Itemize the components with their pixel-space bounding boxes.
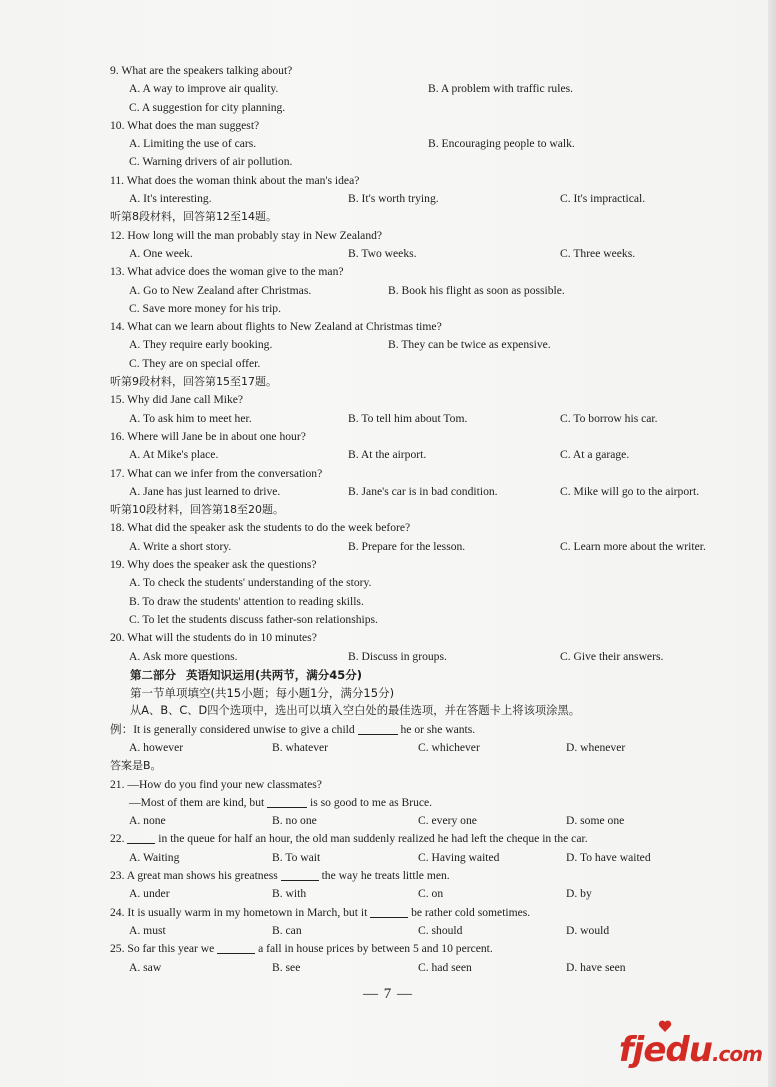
question-stem <box>110 940 735 958</box>
answer-option: B. Encouraging people to walk. <box>428 137 575 151</box>
question-text: —Most of them are kind, but <box>129 795 268 809</box>
answer-blank <box>267 794 307 808</box>
site-watermark <box>619 1030 762 1070</box>
question-stem <box>110 227 735 245</box>
answer-option: D. by <box>566 887 592 901</box>
answer-option: A. It's interesting. <box>129 192 212 206</box>
answer-option: D. some one <box>566 814 625 828</box>
option-row <box>110 410 735 428</box>
answer-option: A. Jane has just learned to drive. <box>129 484 281 498</box>
question-text: 22. <box>110 832 128 846</box>
answer-blank <box>127 830 155 844</box>
question-text: 23. A great man shows his greatness <box>110 869 281 883</box>
option-row <box>110 593 735 611</box>
option-row <box>110 190 735 208</box>
answer-option: B. Two weeks. <box>348 246 417 260</box>
listening-section-heading <box>110 501 735 519</box>
answer-option: B. To wait <box>272 850 321 864</box>
answer-option: B. It's worth trying. <box>348 192 439 206</box>
listening-section-heading <box>110 208 735 226</box>
answer-option: B. To draw the students' attention to reading skills. <box>129 594 364 608</box>
question-text: 11. What does the woman think about the man's idea? <box>110 173 360 187</box>
answer-option: D. would <box>566 923 610 937</box>
answer-option: B. no one <box>272 814 317 828</box>
question-text: 14. What can we learn about flights to New Zealand at Christmas time? <box>110 320 442 334</box>
question-text: 24. It is usually warm in my hometown in March, but it <box>110 905 371 919</box>
page-edge-shadow <box>768 0 776 1087</box>
answer-blank <box>281 867 319 881</box>
question-text: 9. What are the speakers talking about? <box>110 64 293 77</box>
option-row <box>110 153 735 171</box>
answer-option: A. Ask more questions. <box>129 649 238 663</box>
question-text: 10. What does the man suggest? <box>110 118 260 132</box>
part-label: 第二部分 <box>130 667 176 682</box>
answer-option: C. every one <box>418 814 477 828</box>
option-row <box>110 812 735 830</box>
question-stem <box>110 62 735 80</box>
answer-option: C. To borrow his car. <box>560 411 658 425</box>
option-row <box>110 959 735 977</box>
example-text-prefix: 例：It is generally considered unwise to give a child <box>110 722 358 736</box>
answer-blank <box>217 940 255 954</box>
section-one-heading <box>110 684 735 702</box>
option-row <box>110 922 735 940</box>
question-stem <box>110 117 735 135</box>
option-row <box>110 245 735 263</box>
question-stem <box>110 391 735 409</box>
answer-option: A. At Mike's place. <box>129 448 219 462</box>
answer-option: A. To check the students' understanding of the story. <box>129 576 372 590</box>
part-two-heading <box>110 666 735 684</box>
question-text: 12. How long will the man probably stay in New Zealand? <box>110 228 383 242</box>
question-stem <box>110 263 735 281</box>
question-text: 15. Why did Jane call Mike? <box>110 393 244 407</box>
question-text: 21. —How do you find your new classmates? <box>110 777 322 791</box>
question-text: 17. What can we infer from the conversation? <box>110 466 323 480</box>
instruction-text: 从A、B、C、D四个选项中，选出可以填入空白处的最佳选项，并在答题卡上将该项涂黑。 <box>130 704 581 718</box>
answer-option: C. Learn more about the writer. <box>560 539 706 553</box>
watermark-suffix: .com <box>711 1042 762 1066</box>
answer-blank <box>370 904 408 918</box>
answer-option: C. Having waited <box>418 850 500 864</box>
option-row <box>110 611 735 629</box>
question-stem <box>110 629 735 647</box>
answer-option: A. none <box>129 814 166 828</box>
answer-option: A. saw <box>129 960 162 974</box>
section-label: 第一节 <box>130 686 165 701</box>
answer-option: C. had seen <box>418 960 472 974</box>
answer-option: B. can <box>272 923 302 937</box>
section-heading-text: 听第8段材料，回答第12至14题。 <box>110 210 277 224</box>
question-text: be rather cold sometimes. <box>408 905 531 919</box>
question-text: 18. What did the speaker ask the students to do the week before? <box>110 521 411 535</box>
section-heading-text: 听第10段材料，回答第18至20题。 <box>110 503 284 517</box>
answer-option: A. Limiting the use of cars. <box>129 137 257 151</box>
question-stem <box>110 172 735 190</box>
option-row <box>110 355 735 373</box>
answer-option: A. Write a short story. <box>129 539 232 553</box>
answer-option: B. Prepare for the lesson. <box>348 539 466 553</box>
option-row <box>110 885 735 903</box>
option-row <box>110 483 735 501</box>
answer-option: C. To let the students discuss father-son relationships. <box>129 612 378 626</box>
question-stem <box>110 428 735 446</box>
question-stem <box>110 776 735 794</box>
option-row <box>110 282 735 300</box>
example-text-suffix: he or she wants. <box>397 722 476 736</box>
option-row <box>110 574 735 592</box>
listening-section-heading <box>110 373 735 391</box>
answer-option: C. A suggestion for city planning. <box>129 100 286 114</box>
question-text: 20. What will the students do in 10 minutes? <box>110 631 317 645</box>
answer-option: C. should <box>418 923 463 937</box>
exam-content <box>110 62 735 977</box>
answer-option: A. To ask him to meet her. <box>129 411 252 425</box>
answer-option: C. It's impractical. <box>560 192 646 206</box>
option-row <box>110 538 735 556</box>
option-row <box>110 446 735 464</box>
option-row <box>110 336 735 354</box>
question-text: in the queue for half an hour, the old man suddenly realized he had left the cheque in the car. <box>155 832 588 846</box>
page-number: — 7 — <box>363 986 413 1002</box>
section-heading-text: 听第9段材料，回答第15至17题。 <box>110 375 277 389</box>
question-text: 25. So far this year we <box>110 942 218 956</box>
question-stem-continued <box>110 794 735 812</box>
question-stem <box>110 465 735 483</box>
answer-option: A. A way to improve air quality. <box>129 82 279 96</box>
answer-option: D. have seen <box>566 960 626 974</box>
answer-option: A. They require early booking. <box>129 338 273 352</box>
answer-option: B. Book his flight as soon as possible. <box>388 283 565 297</box>
answer-option: C. Warning drivers of air pollution. <box>129 155 293 169</box>
option-row <box>110 135 735 153</box>
option-row <box>110 99 735 117</box>
answer-option: C. Mike will go to the airport. <box>560 484 700 498</box>
example-answer <box>110 757 735 775</box>
answer-option: A. Waiting <box>129 850 180 864</box>
part-title: 英语知识运用(共两节，满分45分) <box>186 667 363 682</box>
answer-option: A. under <box>129 887 170 901</box>
option-row <box>110 648 735 666</box>
example-answer-text: 答案是B。 <box>110 759 162 773</box>
answer-option: B. A problem with traffic rules. <box>428 82 574 96</box>
question-stem <box>110 556 735 574</box>
answer-option: B. They can be twice as expensive. <box>388 338 551 352</box>
option-row <box>110 849 735 867</box>
example-stem <box>110 721 735 739</box>
answer-option: B. whatever <box>272 740 329 754</box>
answer-option: C. on <box>418 887 444 901</box>
answer-option: B. Jane's car is in bad condition. <box>348 484 498 498</box>
answer-option: A. Go to New Zealand after Christmas. <box>129 283 312 297</box>
answer-option: A. must <box>129 923 166 937</box>
answer-option: C. Save more money for his trip. <box>129 301 281 315</box>
option-row <box>110 80 735 98</box>
answer-option: C. Give their answers. <box>560 649 664 663</box>
answer-option: B. see <box>272 960 301 974</box>
question-stem <box>110 867 735 885</box>
question-text: a fall in house prices by between 5 and 10 percent. <box>255 942 493 956</box>
answer-option: B. Discuss in groups. <box>348 649 447 663</box>
question-text: is so good to me as Bruce. <box>307 795 433 809</box>
question-text: 13. What advice does the woman give to the man? <box>110 265 344 279</box>
question-text: the way he treats little men. <box>318 869 450 883</box>
answer-blank <box>358 721 398 735</box>
answer-option: B. To tell him about Tom. <box>348 411 468 425</box>
option-row <box>110 739 735 757</box>
answer-option: D. To have waited <box>566 850 651 864</box>
answer-option: D. whenever <box>566 740 626 754</box>
answer-option: C. At a garage. <box>560 448 630 462</box>
question-stem <box>110 830 735 848</box>
question-stem <box>110 904 735 922</box>
answer-option: B. At the airport. <box>348 448 427 462</box>
option-row <box>110 300 735 318</box>
question-text: 19. Why does the speaker ask the questions? <box>110 558 317 572</box>
question-text: 16. Where will Jane be in about one hour? <box>110 429 306 443</box>
answer-option: C. whichever <box>418 740 480 754</box>
question-stem <box>110 318 735 336</box>
answer-option: C. Three weeks. <box>560 246 636 260</box>
answer-option: C. They are on special offer. <box>129 356 261 370</box>
answer-option: B. with <box>272 887 307 901</box>
answer-option: A. however <box>129 740 184 754</box>
question-stem <box>110 519 735 537</box>
answer-option: A. One week. <box>129 246 193 260</box>
section-title: 单项填空(共15小题；每小题1分，满分15分) <box>164 686 395 701</box>
instruction-line <box>110 702 735 720</box>
watermark-main: fjedu <box>618 1030 712 1070</box>
